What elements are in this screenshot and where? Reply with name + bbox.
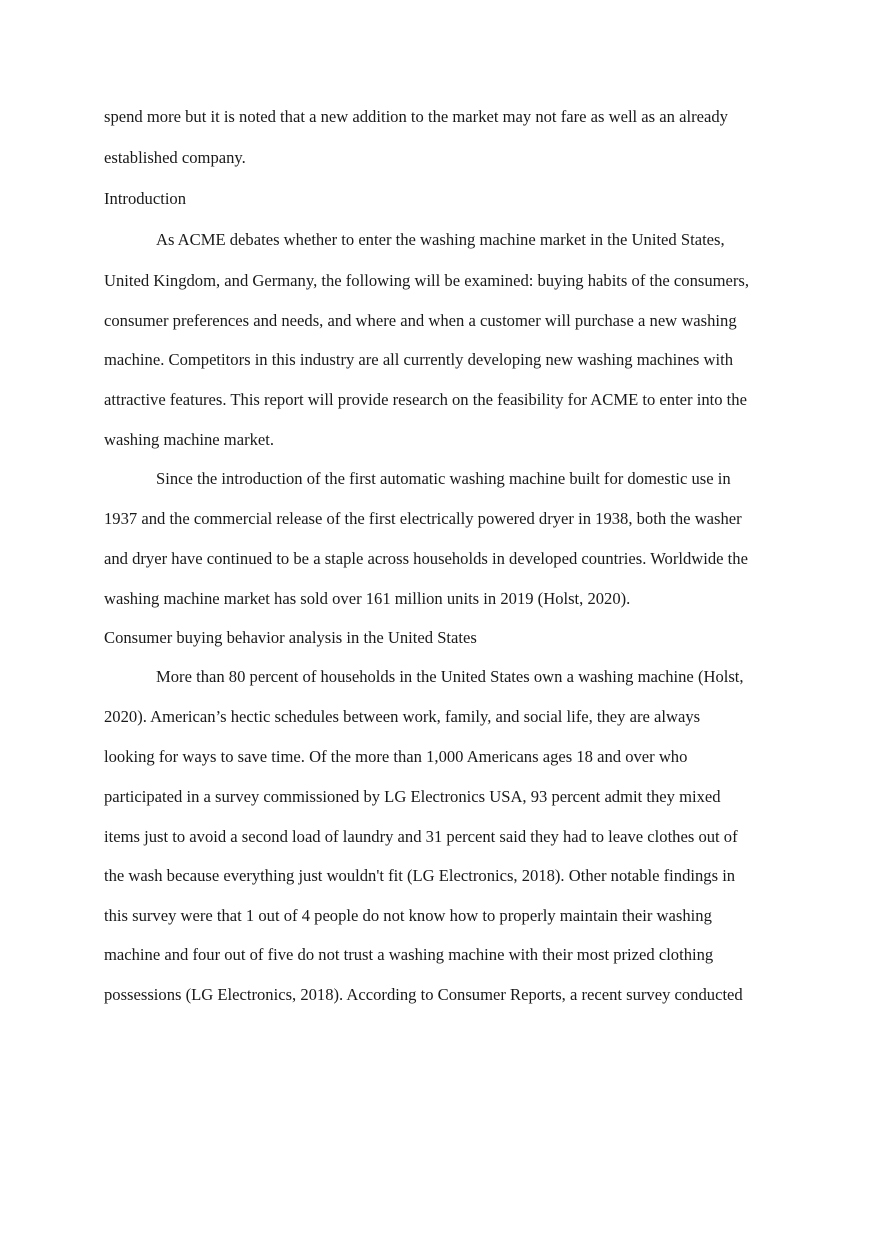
text-line: participated in a survey commissioned by LG Electronics USA, 93 percent admit they mixed — [104, 787, 721, 806]
text-line: washing machine market has sold over 161 million units in 2019 (Holst, 2020). — [104, 589, 631, 608]
text-line: looking for ways to save time. Of the more than 1,000 Americans ages 18 and over who — [104, 747, 688, 766]
text-line: established company. — [104, 148, 246, 167]
text-line: items just to avoid a second load of laundry and 31 percent said they had to leave clothes out of — [104, 827, 738, 846]
text-line: the wash because everything just wouldn't fit (LG Electronics, 2018). Other notable findings in — [104, 866, 736, 885]
text-line: 1937 and the commercial release of the first electrically powered dryer in 1938, both the washer — [104, 509, 742, 528]
text-line: possessions (LG Electronics, 2018). According to Consumer Reports, a recent survey conducted — [104, 985, 743, 1004]
text-line: Since the introduction of the first automatic washing machine built for domestic use in — [156, 469, 731, 488]
text-line: attractive features. This report will provide research on the feasibility for ACME to enter into the — [104, 390, 747, 409]
text-line: machine. Competitors in this industry are all currently developing new washing machines with — [104, 350, 734, 369]
text-line: consumer preferences and needs, and where and when a customer will purchase a new washing — [104, 311, 737, 330]
text-line: spend more but it is noted that a new addition to the market may not fare as well as an already — [104, 107, 728, 126]
section-heading-consumer-buying: Consumer buying behavior analysis in the United States — [104, 628, 477, 647]
text-line: machine and four out of five do not trust a washing machine with their most prized clothing — [104, 945, 714, 964]
text-line: this survey were that 1 out of 4 people do not know how to properly maintain their washing — [104, 906, 712, 925]
text-line: More than 80 percent of households in the United States own a washing machine (Holst, — [156, 667, 744, 686]
text-line: 2020). American’s hectic schedules between work, family, and social life, they are always — [104, 707, 701, 726]
text-line: United Kingdom, and Germany, the following will be examined: buying habits of the consumers, — [104, 271, 750, 290]
text-line: and dryer have continued to be a staple across households in developed countries. Worldwide the — [104, 549, 748, 568]
text-line: washing machine market. — [104, 430, 275, 449]
text-line: As ACME debates whether to enter the washing machine market in the United States, — [156, 230, 725, 249]
section-heading-introduction: Introduction — [104, 189, 187, 208]
